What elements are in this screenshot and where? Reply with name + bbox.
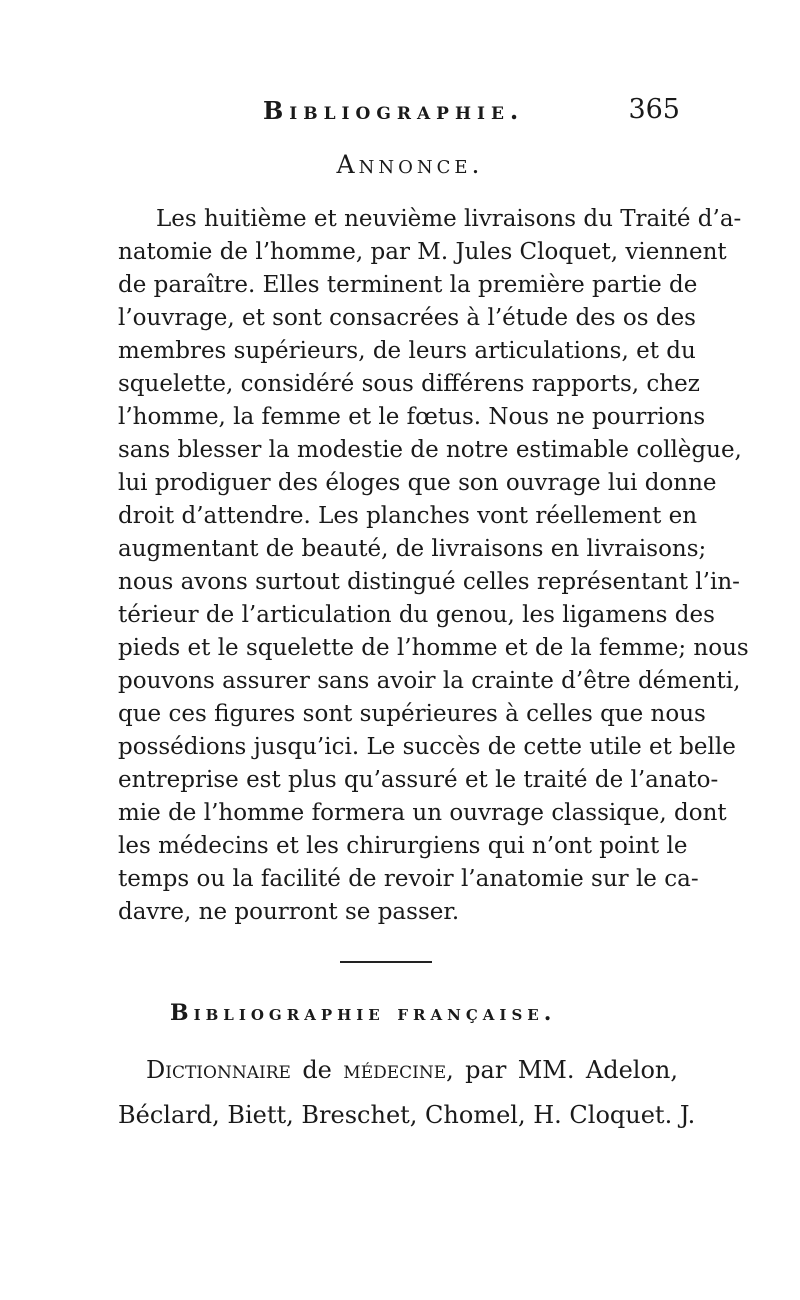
entry-line: Béclard, Biett, Breschet, Chomel, H. Cloquet. J. xyxy=(118,1101,696,1129)
body-line: les médecins et les chirurgiens qui n’ont point le xyxy=(118,833,688,859)
body-line: l’homme, la femme et le fœtus. Nous ne pourrions xyxy=(118,404,706,430)
body-line: squelette, considéré sous différens rapports, chez xyxy=(118,371,700,397)
body-line: possédions jusqu’ici. Le succès de cette utile et belle xyxy=(118,734,736,760)
page-number: 365 xyxy=(628,94,680,125)
body-line: de paraître. Elles terminent la première partie de xyxy=(118,272,698,298)
body-line: augmentant de beauté, de livraisons en livraisons; xyxy=(118,536,707,562)
body-line: temps ou la facilité de revoir l’anatomie sur le ca- xyxy=(118,866,699,892)
running-title: Bibliographie. xyxy=(263,96,525,125)
body-line: Les huitième et neuvième livraisons du Traité d’a- xyxy=(156,206,742,232)
body-line: pouvons assurer sans avoir la crainte d’être démenti, xyxy=(118,668,741,694)
body-line: térieur de l’articulation du genou, les ligamens des xyxy=(118,602,715,628)
entry-preposition: de xyxy=(302,1056,332,1084)
announcement-heading: Annonce. xyxy=(336,150,484,179)
body-line: l’ouvrage, et sont consacrées à l’étude des os des xyxy=(118,305,696,331)
bibliography-heading: Bibliographie française. xyxy=(170,1000,557,1026)
body-line: nous avons surtout distingué celles représentant l’in- xyxy=(118,569,740,595)
entry-line xyxy=(118,1048,678,1093)
body-line: lui prodiguer des éloges que son ouvrage lui donne xyxy=(118,470,717,496)
body-line: davre, ne pourront se passer. xyxy=(118,899,460,925)
entry-title: Dictionnaire xyxy=(146,1056,291,1084)
entry-subject: médecine xyxy=(343,1056,447,1084)
body-line: sans blesser la modestie de notre estimable collègue, xyxy=(118,437,742,463)
entry-authors-start: , par MM. Adelon, xyxy=(446,1056,678,1084)
body-line: que ces figures sont supérieures à celles que nous xyxy=(118,701,706,727)
announcement-body xyxy=(118,203,749,929)
body-line: droit d’attendre. Les planches vont réellement en xyxy=(118,503,698,529)
body-line: membres supérieurs, de leurs articulations, et du xyxy=(118,338,696,364)
body-line: mie de l’homme formera un ouvrage classique, dont xyxy=(118,800,727,826)
bibliography-entry xyxy=(118,1048,696,1138)
body-line: entreprise est plus qu’assuré et le traité de l’anato- xyxy=(118,767,719,793)
body-line: natomie de l’homme, par M. Jules Cloquet, viennent xyxy=(118,239,727,265)
running-header xyxy=(118,92,680,132)
section-divider xyxy=(340,961,432,963)
body-line: pieds et le squelette de l’homme et de la femme; nous xyxy=(118,635,749,661)
